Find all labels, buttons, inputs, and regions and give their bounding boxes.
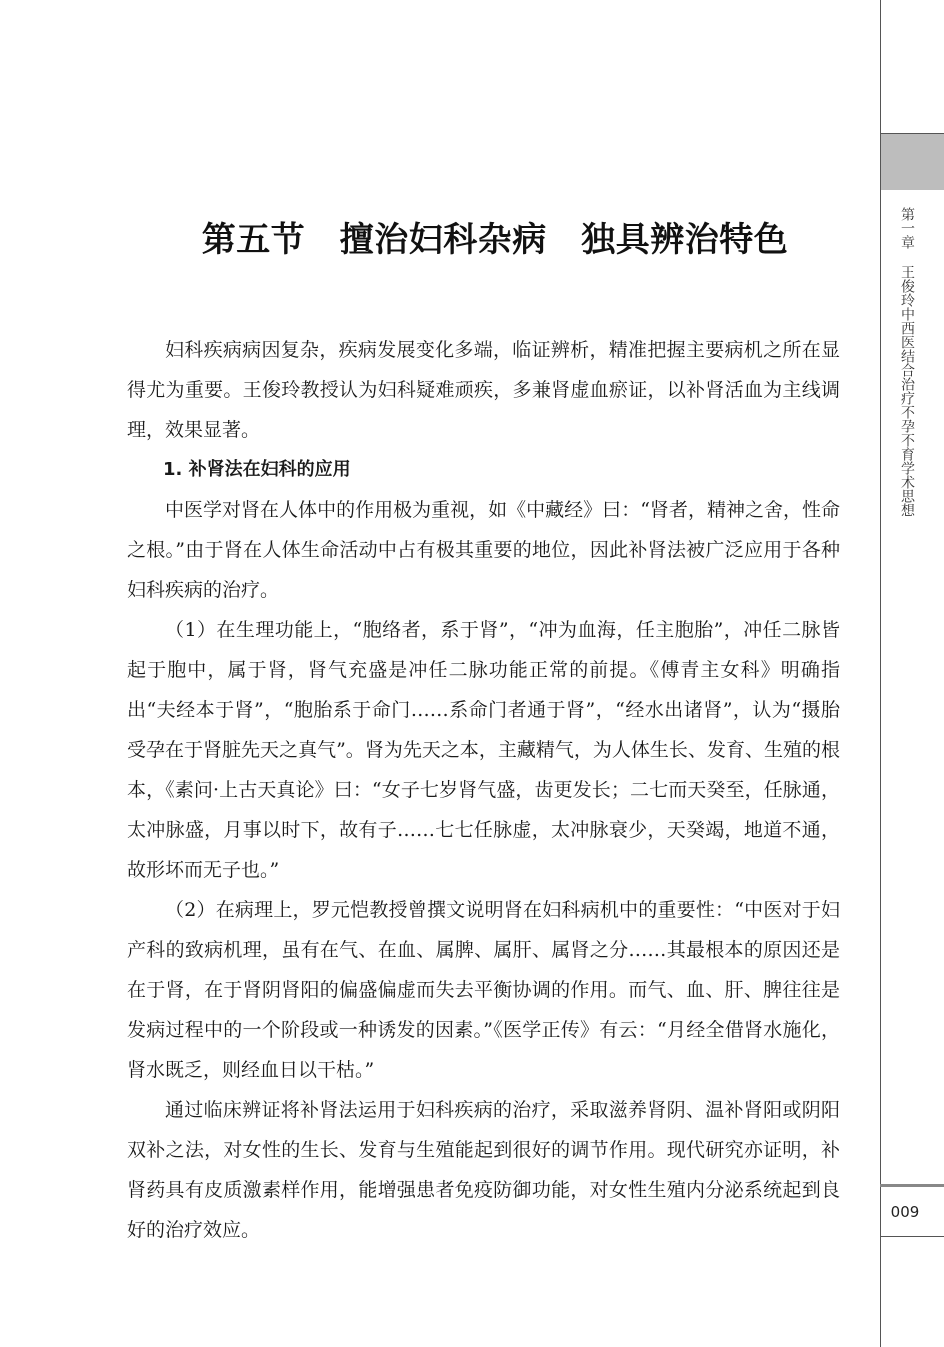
paragraph: （2）在病理上，罗元恺教授曾撰文说明肾在妇科病机中的重要性：“中医对于妇产科的致病机理，虽有在气、在血、属脾、属肝、属肾之分……其最根本的原因还是在于肾，在于肾阴肾阳的偏盛偏虚而失去平衡协调的作用。而气、血、肝、脾往往是发病过程中的一个阶段或一种诱发的因素。”《医学正传》有云：“月经全借肾水施化，肾水既乏，则经血日以干枯。”: [127, 899, 840, 1081]
page-number-bottom-rule: [880, 1236, 944, 1237]
paragraph: 通过临床辨证将补肾法运用于妇科疾病的治疗，采取滋养肾阴、温补肾阳或阴阳双补之法，对女性的生长、发育与生殖能起到很好的调节作用。现代研究亦证明，补肾药具有皮质激素样作用，能增强患者免疫防御功能，对女性生殖内分泌系统起到良好的治疗效应。: [127, 1099, 840, 1241]
margin-rule: [880, 0, 881, 1347]
page-number: 009: [890, 1203, 920, 1221]
paragraph: （1）在生理功能上，“胞络者，系于肾”，“冲为血海，任主胞胎”，冲任二脉皆起于胞中，属于肾，肾气充盛是冲任二脉功能正常的前提。《傅青主女科》明确指出“夫经本于肾”，“胞胎系于命门……系命门者通于肾”，“经水出诸肾”，认为“摄胎受孕在于肾脏先天之真气”。肾为先天之本，主藏精气，为人体生长、发育、生殖的根本，《素问·上古天真论》曰：“女子七岁肾气盛，齿更发长；二七而天癸至，任脉通，太冲脉盛，月事以时下，故有子……七七任脉虚，太冲脉衰少，天癸竭，地道不通，故形坏而无子也。”: [127, 619, 840, 881]
paragraph-intro: 妇科疾病病因复杂，疾病发展变化多端，临证辨析，精准把握主要病机之所在显得尤为重要。王俊玲教授认为妇科疑难顽疾，多兼肾虚血瘀证，以补肾活血为主线调理，效果显著。: [127, 339, 840, 441]
body-text: [127, 330, 840, 1250]
sidebar-tab-block: [881, 134, 944, 190]
section-title: 第五节 擅治妇科杂病 独具辨治特色: [201, 220, 789, 260]
paragraph: 中医学对肾在人体中的作用极为重视，如《中藏经》曰：“肾者，精神之舍，性命之根。”由于肾在人体生命活动中占有极其重要的地位，因此补肾法被广泛应用于各种妇科疾病的治疗。: [127, 499, 840, 601]
subheading: 1. 补肾法在妇科的应用: [163, 459, 351, 480]
running-chapter-title: 第一章 王俊玲中西医结合治疗不孕不育学术思想: [899, 207, 915, 517]
page-number-top-rule: [880, 1184, 944, 1187]
